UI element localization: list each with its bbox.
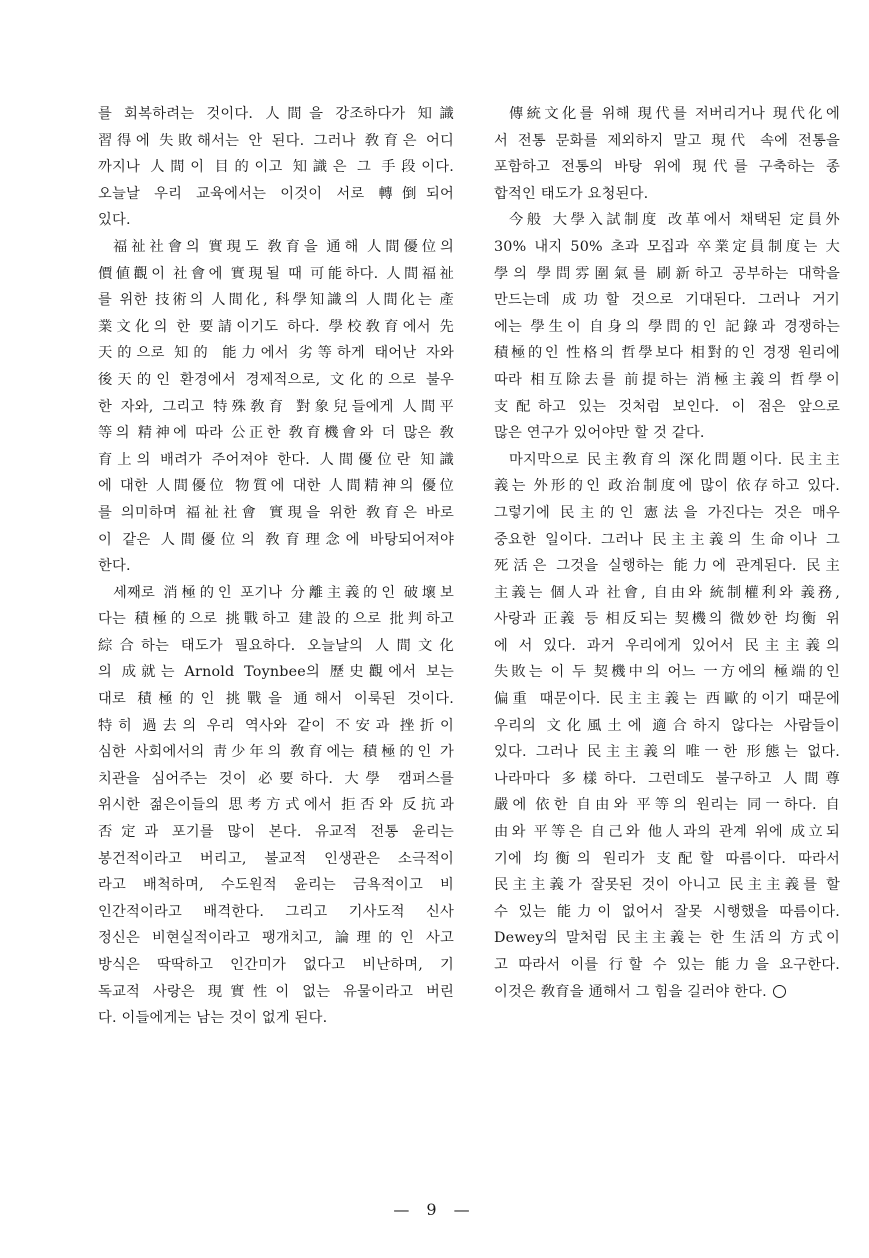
right-column-line [494,314,840,341]
right-column-line [494,739,840,766]
line-text: 學의 學問雰圍氣를 刷新하고 공부하는 대학을 [494,265,840,282]
right-column-line [494,846,840,873]
line-text: 서 전통 문화를 제외하지 말고 現代 속에 전통을 [494,132,840,149]
line-text: 정신은 비현실적이라고 팽개치고, 論理的인 사고 [98,930,454,947]
right-column-line [494,952,840,979]
line-text: 그렇기에 民主的인 憲法을 가진다는 것은 매우 [494,504,840,521]
line-text: 主義는 個人과 社會, 自由와 統制權利와 義務, [494,584,840,601]
left-column-line [98,846,454,873]
left-column-line [98,101,454,128]
line-text: 에는 學生이 自身의 學問的인 記錄과 경쟁하는 [494,318,840,335]
line-text: 따라 相互除去를 前提하는 消極主義의 哲學이 [494,371,840,388]
right-column-line [494,340,840,367]
line-text: 習得에 失敗해서는 안 된다. 그러나 敎育은 어디 [98,132,454,149]
right-column-line [494,580,840,607]
line-text: 支配하고 있는 것처럼 보인다. 이 점은 앞으로 [494,398,840,415]
line-text: 기에 均衡의 원리가 支配할 따름이다. 따라서 [494,850,840,867]
right-column-line [494,447,840,474]
left-column-line [98,287,454,314]
left-column-line [98,952,454,979]
left-column-line [98,314,454,341]
left-column [98,101,454,1032]
right-column-line [494,633,840,660]
line-text: 偏重 때문이다. 民主主義는 西歐的이기 때문에 [494,691,840,708]
line-text: 價値觀이 社會에 實現될 때 可能하다. 人間福祉 [98,265,454,282]
line-text: 치관을 심어주는 것이 必要하다. 大學 캠퍼스를 [98,770,454,787]
line-text: 라고 배척하며, 수도원적 윤리는 금욕적이고 비 [98,877,454,894]
left-column-line [98,234,454,261]
left-column-line [98,739,454,766]
line-text: 에 대한 人間優位 物質에 대한 人間精神의 優位 [98,478,454,495]
left-column-line [98,207,454,234]
left-column-line [98,340,454,367]
left-column-line [98,979,454,1006]
right-column-line [494,713,840,740]
right-column-line [494,420,840,447]
right-column-line [494,154,840,181]
line-text: 나라마다 多樣하다. 그런데도 불구하고 人間尊 [494,770,840,787]
line-text: 수 있는 能力이 없어서 잘못 시행했을 따름이다. [494,903,840,920]
left-column-line [98,899,454,926]
line-text: 義는 外形的인 政治制度에 많이 依存하고 있다. [494,478,840,495]
right-column-line [494,819,840,846]
line-text: 에 서 있다. 과거 우리에게 있어서 民主主義의 [494,637,840,654]
line-text: 우리의 文化風土에 適合하지 않다는 사람들이 [494,717,840,734]
line-text: 있다. [98,212,131,229]
line-text: 天的으로 知的 能力에서 劣等하게 태어난 자와 [98,345,454,362]
line-text: 失敗는 이 두 契機中의 어느 一方에의 極端的인 [494,664,840,681]
line-text: 고 따라서 이를 行할 수 있는 能力을 요구한다. [494,957,840,973]
line-text: 봉건적이라고 버리고, 불교적 인생관은 소극적이 [98,850,454,867]
line-text: 綜合하는 태도가 필요하다. 오늘날의 人間文化 [98,637,454,654]
left-column-line [98,394,454,421]
line-text: 30% 내지 50% 초과 모집과 卒業定員制度는 大 [494,238,840,255]
left-column-line [98,580,454,607]
right-column-line [494,128,840,155]
right-column-line [494,473,840,500]
left-column-line [98,473,454,500]
line-text: 세째로 消極的인 포기나 分離主義的인 破壞보 [113,584,454,601]
line-text: 인간적이라고 배격한다. 그리고 기사도적 신사 [98,903,454,920]
right-column-line [494,527,840,554]
line-text: 심한 사회에서의 靑少年의 敎育에는 積極的인 가 [98,744,454,761]
line-text: 있다. 그러나 民主主義의 唯一한 形態는 없다. [494,744,840,761]
line-text: 特히 過去의 우리 역사와 같이 不安과 挫折이 [98,717,454,734]
line-text: 를 회복하려는 것이다. 人間을 강조하다가 知識 [98,106,454,122]
line-text: 傳統文化를 위해 現代를 저버리거나 現代化에 [509,106,840,122]
left-column-line [98,154,454,181]
line-text: 다는 積極的으로 挑戰하고 建設的으로 批判하고 [98,611,454,628]
line-text: 방식은 딱딱하고 인간미가 없다고 비난하며, 기 [98,957,454,973]
line-text: 사랑과 正義 등 相反되는 契機의 微妙한 均衡 위 [494,611,840,628]
line-text: Dewey의 말처럼 民主主義는 한 生活의 方式이 [494,930,840,947]
line-text: 한 자와, 그리고 特殊敎育 對象兒들에게 人間平 [98,398,454,415]
left-column-line [98,819,454,846]
line-text: 많은 연구가 있어야만 할 것 같다. [494,425,705,442]
left-column-line [98,766,454,793]
right-column-line [494,181,840,208]
line-text: 이 같은 人間優位의 敎育理念에 바탕되어져야 [98,531,454,548]
end-mark-circle-icon [773,985,786,998]
right-column-line [494,659,840,686]
right-column-line [494,261,840,288]
line-text: 까지나 人間이 目的이고 知識은 그 手段이다. [98,159,454,176]
line-text: 를 의미하며 福祉社會 實現을 위한 敎育은 바로 [98,504,454,521]
left-column-line [98,261,454,288]
line-text: 이것은 敎育을 通해서 그 힘을 길러야 한다. [494,983,767,1000]
line-text: 等의 精神에 따라 公正한 敎育機會와 더 많은 敎 [98,425,454,442]
right-column-line [494,101,840,128]
line-text: 를 위한 技術의 人間化, 科學知識의 人間化는 產 [98,292,454,309]
left-column-line [98,128,454,155]
right-column [494,101,840,1005]
left-column-line [98,1005,454,1032]
line-text: 독교적 사랑은 現實性이 없는 유물이라고 버린 [98,983,454,1000]
left-column-line [98,447,454,474]
left-column-line [98,420,454,447]
left-column-line [98,181,454,208]
right-column-line [494,606,840,633]
right-column-line [494,553,840,580]
right-column-line [494,899,840,926]
left-column-line [98,659,454,686]
line-text: 오늘날 우리 교육에서는 이것이 서로 轉倒되어 [98,185,454,202]
line-text: 합적인 태도가 요청된다. [494,185,649,202]
left-column-line [98,633,454,660]
line-text: 嚴에 依한 自由와 平等의 원리는 同一하다. 自 [494,797,840,814]
right-column-line [494,234,840,261]
line-text: 福祉社會의 實現도 敎育을 通해 人間優位의 [113,238,454,255]
line-text: 한다. [98,558,131,575]
left-column-line [98,367,454,394]
right-column-line [494,367,840,394]
left-column-line [98,527,454,554]
line-text: 積極的인 性格의 哲學보다 相對的인 경쟁 원리에 [494,345,840,362]
left-column-line [98,553,454,580]
line-text: 마지막으로 民主敎育의 深化問題이다. 民主主 [509,451,840,468]
left-column-line [98,686,454,713]
line-text: 위시한 젊은이들의 思考方式에서 拒否와 反抗과 [98,797,454,814]
left-column-line [98,713,454,740]
page-number: — 9 — [393,1200,476,1219]
line-text: 다. 이들에게는 남는 것이 없게 된다. [98,1010,328,1027]
left-column-line [98,792,454,819]
line-text: 業文化의 한 要請이기도 하다. 學校敎育에서 先 [98,318,454,335]
line-text: 의 成就는 Arnold Toynbee의 歷史觀에서 보는 [98,664,454,681]
right-column-line [494,925,840,952]
line-text: 만드는데 成功할 것으로 기대된다. 그러나 거기 [494,292,840,309]
right-column-line [494,500,840,527]
line-text: 중요한 일이다. 그러나 民主主義의 生命이나 그 [494,531,840,548]
line-text: 포함하고 전통의 바탕 위에 現代를 구축하는 종 [494,159,840,176]
left-column-line [98,500,454,527]
left-column-line [98,872,454,899]
line-text: 今般 大學入試制度 改革에서 채택된 定員外 [509,212,840,229]
line-text: 民主主義가 잘못된 것이 아니고 民主主義를 할 [494,877,840,894]
left-column-line [98,606,454,633]
right-column-line [494,686,840,713]
line-text: 育上의 배려가 주어져야 한다. 人間優位란 知識 [98,451,454,468]
right-column-line [494,394,840,421]
right-column-line [494,207,840,234]
right-column-line [494,979,840,1006]
right-column-line [494,792,840,819]
right-column-line [494,287,840,314]
line-text: 否定과 포기를 많이 본다. 유교적 전통 윤리는 [98,824,454,841]
line-text: 대로 積極的인 挑戰을 通해서 이룩된 것이다. [98,691,454,708]
line-text: 後天的인 환경에서 경제적으로, 文化的으로 불우 [98,371,454,388]
line-text: 死活은 그것을 실행하는 能力에 관계된다. 民主 [494,558,840,575]
right-column-line [494,766,840,793]
line-text: 由와 平等은 自己와 他人과의 관계 위에 成立되 [494,824,840,841]
right-column-line [494,872,840,899]
left-column-line [98,925,454,952]
